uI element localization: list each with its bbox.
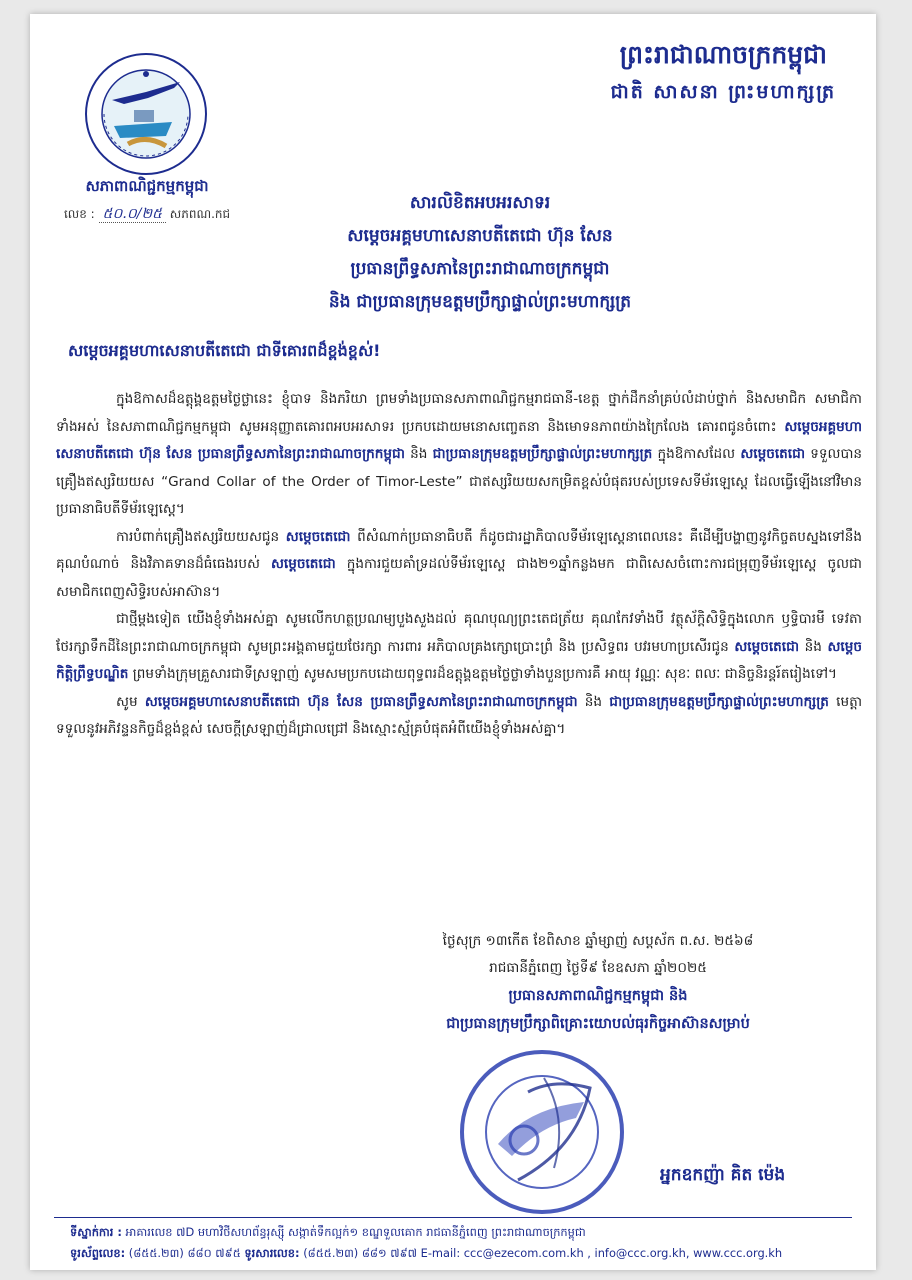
paragraph-1 [56, 386, 862, 524]
chamber-logo-icon [84, 52, 208, 176]
p2-text-a: ការបំពាក់គ្រឿងឥស្សរិយយសជូន [116, 528, 280, 545]
letter-body [56, 386, 862, 744]
lunar-date: ថ្ងៃសុក្រ ១៣កើត ខែពិសាខ ឆ្នាំម្សាញ់ សប្តស័ក ព.ស. ២៥៦៨ [442, 933, 754, 949]
p1-bold-b: សម្តេចអគ្គមហាសេនាបតីតេជោ ហ៊ុន សែន ប្រធានព្រឹទ្ធសភានៃព្រះរាជាណាចក្រកម្ពុជា [56, 418, 863, 462]
address-label: ទីស្នាក់ការ : [70, 1225, 122, 1239]
p4-bold-d: ជាប្រធានក្រុមឧត្តមប្រឹក្សាផ្ទាល់ព្រះមហាក្សត្រ [609, 693, 829, 710]
salutation: សម្តេចអគ្គមហាសេនាបតីតេជោ ជាទីគោរពដ៏ខ្ពង់ខ្ពស់! [68, 341, 381, 360]
p2-bold-d: សម្តេចតេជោ [270, 556, 336, 572]
kingdom-name: ព្រះរាជាណាចក្រកម្ពុជា [619, 40, 827, 69]
title-line-1: សារលិខិតអបអរសាទរ [409, 193, 551, 213]
address-value: អាគារលេខ ៧D មហាវិថីសហព័ន្ធរុស្ស៊ី សង្កាត់ទឹកល្អក់១ ខណ្ឌទួលគោក រាជធានីភ្នំពេញ ព្រះរាជាណាចក្រកម្ពុជា [125, 1225, 586, 1239]
signer-title-2: ជាប្រធានក្រុមប្រឹក្សាពិគ្រោះយោបល់ធុរកិច្ចអាស៊ានសម្រាប់ [446, 1016, 750, 1032]
national-motto: ជាតិ សាសនា ព្រះមហាក្សត្រ [610, 81, 836, 103]
fax-value: (៨៥៥.២៣) ៨៨១ ៧៩៧ [303, 1246, 417, 1260]
footer [70, 1222, 860, 1264]
p3-bold-b: សម្តេចតេជោ [734, 638, 800, 655]
p1-text-e: ក្នុងឱកាសដែល [657, 446, 736, 462]
paragraph-2 [56, 524, 862, 607]
phone-value: (៨៥៥.២៣) ៨៨០ ៧៩៥ [128, 1246, 241, 1260]
letter-number-value: ៥០.០/២៥ [99, 206, 166, 223]
title-line-4: និង ជាប្រធានក្រុមឧត្តមប្រឹក្សាផ្ទាល់ព្រះមហាក្សត្រ [328, 292, 632, 312]
signer-title-1: ប្រធានសភាពាណិជ្ជកម្មកម្ពុជា និង [508, 988, 688, 1004]
p2-text-e: ក្នុងការជួយគាំទ្រដល់ទីម័រឡេស្តេ ជាង២១ឆ្នាំកន្លងមក ជាពិសេសចំពោះការជម្រុញទីម័រឡេស្តេ ចូលជាសមាជិកពេញសិទ្ធិរបស់អាស៊ាន។ [56, 556, 862, 600]
p1-bold-f: សម្តេចតេជោ [740, 446, 806, 462]
p2-text-c: ពីសំណាក់ប្រធានាធិបតី ក៏ដូចជារដ្ឋាភិបាលទីម័រឡេស្តេនាពេលនេះ គឺដើម្បីបង្ហាញនូវកិច្ចតបស្នងទៅនឹងគុណបំណាច់ និងវិភាគទានដ៏ធំធេងរបស់ [56, 528, 862, 572]
p3-text-c: និង [804, 638, 822, 655]
p3-text-e: ព្រមទាំងក្រុមគ្រួសារជាទីស្រឡាញ់ សូមសមប្រកបដោយពុទ្ធពរដ៏ឧត្តុង្គឧត្តមថ្លៃថ្លាទាំងបួនប្រការគឺ អាយុ វណ្ណៈ សុខៈ ពលៈ ជានិច្ចនិរន្តរ៍តរៀងទៅ។ [132, 666, 838, 682]
title-line-3: ប្រធានព្រឹទ្ធសភានៃព្រះរាជាណាចក្រកម្ពុជា [350, 259, 610, 279]
title-line-2: សម្តេចអគ្គមហាសេនាបតីតេជោ ហ៊ុន សែន [347, 226, 613, 246]
place-date: រាជធានីភ្នំពេញ ថ្ងៃទី៩ ខែឧសភា ឆ្នាំ២០២៥ [489, 960, 707, 976]
fax-label: ទូរសារលេខ: [244, 1246, 300, 1260]
p4-text-c: និង [584, 693, 603, 710]
p3-bold-d: សម្តេចកិត្តិព្រឹទ្ធបណ្ឌិត [56, 638, 862, 682]
paragraph-4 [56, 689, 862, 744]
p1-text-c: និង [410, 446, 428, 462]
phone-label: ទូរស័ព្ទលេខ: [70, 1246, 126, 1260]
p4-text-a: សូម [116, 693, 138, 710]
contact-value: E-mail: ccc@ezecom.com.kh , info@ccc.org.kh, www.ccc.org.kh [420, 1246, 783, 1260]
letter-title [200, 187, 760, 319]
footer-divider [54, 1217, 852, 1218]
p1-bold-d: ជាប្រធានក្រុមឧត្តមប្រឹក្សាផ្ទាល់ព្រះមហាក្សត្រ [432, 446, 653, 462]
signer-name: អ្នកឧកញ៉ា គិត ម៉េង [660, 1165, 786, 1185]
kingdom-header [611, 40, 836, 108]
p2-bold-b: សម្តេចតេជោ [285, 528, 351, 545]
letter-number-suffix: សភពណ.កជ [169, 207, 231, 221]
official-seal-icon [458, 1048, 626, 1216]
letter-page [30, 14, 876, 1270]
p1-text-g: ទទួលបានគ្រឿងឥស្សរិយយស “Grand Collar of the Order of Timor-Leste” ជាឥស្សរិយយសកម្រិតខ្ពស់បំផុតរបស់ប្រទេសទីម័រឡេស្តេ ដែលធ្វើឡើងនៅវិមានប្រធានាធិបតីទីម័រឡេស្តេ។ [56, 446, 863, 517]
association-name: សភាពាណិជ្ជកម្មកម្ពុជា [85, 177, 209, 195]
p1-text-a: ក្នុងឱកាសដ៏ឧត្តុង្គឧត្តមថ្ងៃថ្លានេះ ខ្ញុំបាទ និងភរិយា ព្រមទាំងប្រធានសភាពាណិជ្ជកម្មរាជធានី-ខេត្ត ថ្នាក់ដឹកនាំគ្រប់លំដាប់ថ្នាក់ និងសមាជិក សមាជិកា ទាំងអស់ នៃសភាពាណិជ្ជកម្មកម្ពុជា សូមអនុញ្ញាតគោរពអបអរសាទរ ប្រកបដោយមនោសញ្ចេតនា និងមោទនភាពយ៉ាងក្រៃលែង គោរពជូនចំពោះ [56, 391, 862, 435]
p4-text-e: មេត្តាទទួលនូវអភិវន្ទនកិច្ចដ៏ខ្ពង់ខ្ពស់ សេចក្តីស្រឡាញ់ដ៏ជ្រាលជ្រៅ និងស្មោះស្ម័គ្របំផុតអំពីយើងខ្ញុំទាំងអស់គ្នា។ [56, 693, 863, 737]
footer-address-row [70, 1222, 860, 1243]
p3-text-a: ជាថ្មីម្តងទៀត យើងខ្ញុំទាំងអស់គ្នា សូមលើកហត្ថប្រណម្យបួងសួងដល់ គុណបុណ្យព្រះតេជត្រ័យ គុណកែវទាំងបី វត្ថុស័ក្តិសិទ្ធិក្នុងលោក ឫទ្ធិបារមី ទេវតាថែរក្សាទឹកដីនៃព្រះរាជាណាចក្រកម្ពុជា សូមព្រះអង្គតាមជួយថែរក្សា ការពារ អភិបាលគ្រងក្សោប្រោះព្រំ និង ប្រសិទ្ធពរ បវរមហាប្រសើរជូន [56, 611, 862, 655]
closing-block [358, 928, 838, 1038]
paragraph-3 [56, 606, 862, 689]
p4-bold-b: សម្តេចអគ្គមហាសេនាបតីតេជោ ហ៊ុន សែន ប្រធានព្រឹទ្ធសភានៃព្រះរាជាណាចក្រកម្ពុជា [144, 693, 578, 710]
letter-number-label: លេខ : [64, 207, 95, 221]
footer-contact-row [70, 1243, 860, 1264]
